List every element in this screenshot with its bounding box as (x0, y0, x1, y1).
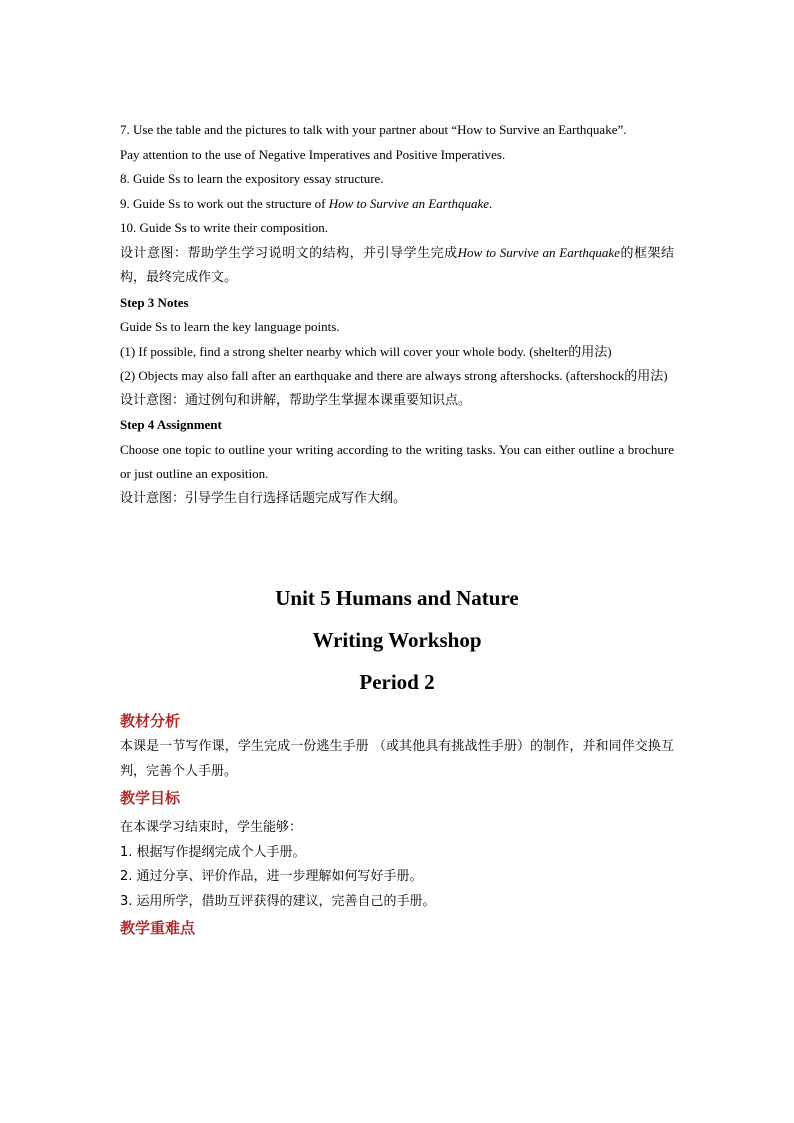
design-intent-1-text: 设计意图：帮助学生学习说明文的结构，并引导学生完成 (120, 245, 458, 261)
line-9-end: . (489, 195, 493, 211)
section-heading-objectives: 教学目标 (120, 789, 181, 807)
procedure-line-9 (120, 192, 674, 217)
step-4-text: Choose one topic to outline your writing according to the writing tasks. You can either outline a brochure or just outline an exposition. (120, 441, 674, 481)
step-3-intro: Guide Ss to learn the key language points. (120, 319, 340, 334)
objective-2: 2. 通过分享、评价作品，进一步理解如何写好手册。 (120, 869, 423, 884)
step-4-heading: Step 4 Assignment (120, 417, 222, 432)
objective-3: 3. 运用所学，借助互评获得的建议，完善自己的手册。 (120, 893, 436, 909)
design-intent-2: 设计意图：通过例句和讲解，帮助学生掌握本课重要知识点。 (120, 392, 472, 408)
lesson-title: Writing Workshop (312, 628, 482, 652)
objective-1: 1. 根据写作提纲完成个人手册。 (120, 844, 306, 860)
section-heading-materials: 教材分析 (120, 712, 181, 730)
period-title: Period 2 (359, 670, 435, 694)
objectives-intro: 在本课学习结束时，学生能够： (120, 820, 303, 835)
step-3-point-1: (1) If possible, find a strong shelter nearby which will cover your whole body. (shelter的用法) (120, 343, 612, 359)
unit-title: Unit 5 Humans and Nature (275, 586, 519, 610)
design-intent-1-end: 的框架结构，最终完成作文。 (120, 245, 674, 285)
line-9-title: How to Survive an Earthquake (328, 195, 490, 211)
title-block (120, 577, 674, 703)
line-7-text: 7. Use the table and the pictures to talk with your partner about “How to Survive an Earthquake”. (120, 122, 627, 137)
design-intent-1 (120, 241, 674, 291)
materials-text: 本课是一节写作课，学生完成一份逃生手册 （或其他具有挑战性手册）的制作，并和同伴交换互判，完善个人手册。 (120, 739, 674, 779)
line-7-continued: Pay attention to the use of Negative Imperatives and Positive Imperatives. (120, 146, 506, 162)
step-3-point-2: (2) Objects may also fall after an earthquake and there are always strong aftershocks. (aftershock的用法) (120, 368, 668, 383)
document-page (120, 118, 674, 942)
design-intent-3: 设计意图：引导学生自行选择话题完成写作大纲。 (120, 490, 407, 506)
section-heading-key-points: 教学重难点 (120, 919, 196, 937)
procedure-line-10: 10. Guide Ss to write their composition. (120, 220, 328, 235)
procedure-line-8: 8. Guide Ss to learn the expository essay structure. (120, 171, 384, 186)
step-3-heading: Step 3 Notes (120, 294, 189, 310)
line-9-text: 9. Guide Ss to work out the structure of (120, 195, 329, 211)
design-intent-1-title: How to Survive an Earthquake (457, 244, 620, 260)
procedure-line-7 (120, 118, 674, 167)
